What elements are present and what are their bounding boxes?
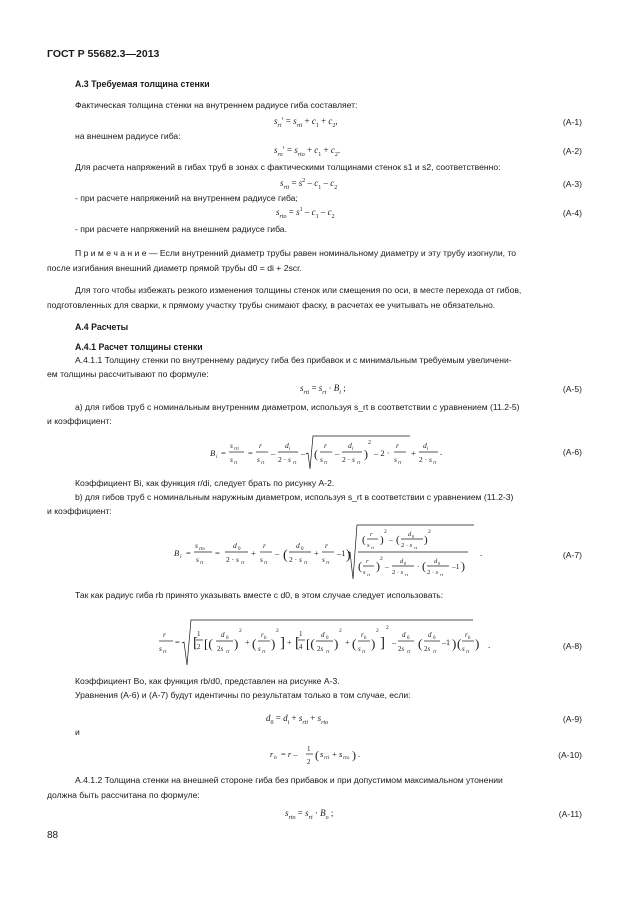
svg-text:r: r <box>263 541 266 550</box>
equation-number: (А-6) <box>562 447 582 457</box>
svg-text:2: 2 <box>376 628 379 634</box>
svg-text:d: d <box>428 631 432 639</box>
svg-text:=: = <box>221 448 226 458</box>
svg-text:0: 0 <box>407 636 410 641</box>
svg-text:s: s <box>159 644 162 653</box>
svg-text:s: s <box>257 455 260 464</box>
svg-text:–: – <box>335 448 340 458</box>
svg-text:+: + <box>332 749 337 759</box>
equation-number: (А-1) <box>562 117 582 127</box>
equation-number: (А-8) <box>562 641 582 651</box>
svg-text:): ) <box>376 559 380 573</box>
svg-text:s: s <box>230 455 233 464</box>
svg-text:(: ( <box>422 559 426 573</box>
svg-text:2: 2 <box>380 556 383 562</box>
svg-text:B: B <box>210 448 216 458</box>
equation-dot: . <box>488 640 491 650</box>
svg-text:0: 0 <box>433 636 436 641</box>
svg-text:s: s <box>260 555 263 564</box>
svg-text:): ) <box>334 636 339 651</box>
svg-text:s: s <box>363 569 366 576</box>
svg-text:s: s <box>320 455 323 464</box>
svg-text:(: ( <box>352 636 357 651</box>
svg-text:– 2 ·: – 2 · <box>374 448 390 458</box>
svg-text:4: 4 <box>299 643 303 651</box>
equation-number: (А-10) <box>558 750 582 760</box>
svg-text:rt: rt <box>326 650 330 655</box>
svg-text:+: + <box>345 638 350 647</box>
section-a3-title: А.3 Требуемая толщина стенки <box>75 79 210 89</box>
paragraph: на внешнем радиусе гиба: <box>75 131 181 141</box>
svg-text:b: b <box>264 636 267 641</box>
svg-text:+: + <box>245 638 250 647</box>
svg-text:s: s <box>367 542 370 549</box>
svg-text:d: d <box>285 441 289 450</box>
svg-text:): ) <box>346 548 351 563</box>
svg-text:d: d <box>321 631 325 639</box>
svg-text:+: + <box>251 548 256 558</box>
svg-text:2 · s: 2 · s <box>342 455 355 464</box>
subsection-title: А.4.1 Расчет толщины стенки <box>75 342 203 352</box>
svg-text:rt: rt <box>398 461 402 466</box>
svg-text:+: + <box>411 448 416 458</box>
svg-text:rt: rt <box>324 461 328 466</box>
paragraph: Уравнения (А-6) и (А-7) будут идентичны по результатам только в том случае, если: <box>75 690 411 700</box>
svg-text:–: – <box>301 448 306 458</box>
svg-text:1: 1 <box>299 630 303 638</box>
svg-text:i: i <box>289 447 291 452</box>
svg-text:= r –: = r – <box>281 749 298 759</box>
svg-text:s: s <box>358 645 361 653</box>
svg-text:rt: rt <box>433 650 437 655</box>
svg-text:rto: rto <box>343 755 350 761</box>
equation-a4: $s_{rto} = s^1 - c_1 - c_2$ <box>276 207 335 220</box>
equation-dot: . <box>440 447 443 457</box>
svg-text:1: 1 <box>197 630 201 638</box>
paragraph: подготовленных для сварки, к прямому участку трубы снимают фаску, в расчетах ее учитывать не обязательно. <box>47 300 496 310</box>
svg-text:s: s <box>230 441 233 450</box>
svg-text:r: r <box>325 541 328 550</box>
svg-text:): ) <box>424 534 428 546</box>
svg-text:rt: rt <box>414 545 418 550</box>
svg-text:0: 0 <box>404 561 407 566</box>
svg-text:[: [ <box>295 635 300 651</box>
svg-text:d: d <box>402 631 406 639</box>
svg-text:r: r <box>396 441 399 450</box>
paragraph: b) для гибов труб с номинальным наружным диаметром, используя s_rt в соответствии с уравнением (11.2-3) <box>75 492 514 502</box>
svg-text:): ) <box>461 559 465 573</box>
svg-text:r: r <box>163 630 166 639</box>
svg-text:): ) <box>380 534 384 546</box>
svg-text:rt: rt <box>405 572 409 577</box>
svg-text:2 · s: 2 · s <box>278 455 291 464</box>
svg-text:s: s <box>196 555 199 564</box>
svg-text:rt: rt <box>200 561 204 566</box>
equation-number: (А-11) <box>558 809 582 819</box>
svg-text:=: = <box>215 548 220 558</box>
svg-text:–: – <box>385 562 389 571</box>
paragraph: Так как радиус гиба rb принято указывать вместе с d0, в этом случае следует использовать: <box>75 590 444 600</box>
paragraph: А.4.1.1 Толщину стенки по внутреннему радиусу гиба без прибавок и с минимальным требуемым увеличени- <box>75 355 512 365</box>
section-a4-title: А.4 Расчеты <box>75 322 129 332</box>
svg-text:2: 2 <box>307 758 311 766</box>
paragraph: а) для гибов труб с номинальным внутренним диаметром, используя s_rt в соответствии с уравнением (11.2-5) <box>75 402 520 412</box>
svg-text:rt: rt <box>226 650 230 655</box>
svg-text:2 · s: 2 · s <box>289 555 302 564</box>
svg-text:2: 2 <box>197 643 201 651</box>
svg-text:rt: rt <box>241 561 245 566</box>
svg-text:=: = <box>248 448 253 458</box>
svg-text:–: – <box>271 448 276 458</box>
svg-text:): ) <box>271 636 276 651</box>
equation-a11: $s_{rto} = s_{rt} \cdot B_o$ ; <box>285 808 334 821</box>
svg-text:–: – <box>389 535 393 544</box>
svg-text:rt: rt <box>407 650 411 655</box>
paragraph: Фактическая толщина стенки на внутреннем радиусе гиба составляет: <box>75 100 358 110</box>
equation-number: (А-2) <box>562 146 582 156</box>
svg-text:.: . <box>358 749 361 759</box>
svg-text:): ) <box>352 748 356 762</box>
svg-text:2: 2 <box>368 440 371 446</box>
svg-text:(: ( <box>315 748 319 762</box>
svg-text:B: B <box>174 548 180 558</box>
svg-text:i: i <box>427 447 429 452</box>
svg-text:rti: rti <box>234 447 239 452</box>
svg-text:i: i <box>180 554 182 560</box>
equation-a3: $s_{rti} = s^2 - c_1 - c_2$ <box>280 178 338 191</box>
svg-text:]: ] <box>280 635 285 651</box>
svg-text:2 · s: 2 · s <box>401 542 413 549</box>
page-header: ГОСТ Р 55682.3—2013 <box>47 48 160 60</box>
svg-text:(: ( <box>396 534 400 546</box>
equation-a2: $s_{ro}' = s_{rto} + c_1 + c_2$. <box>274 145 341 158</box>
svg-text:rt: rt <box>357 461 361 466</box>
svg-text:+: + <box>314 548 319 558</box>
svg-text:r: r <box>259 441 262 450</box>
svg-text:=: = <box>186 548 191 558</box>
svg-text:d: d <box>423 441 427 450</box>
svg-text:r: r <box>366 558 369 565</box>
svg-text:(: ( <box>358 559 362 573</box>
svg-text:0: 0 <box>226 636 229 641</box>
svg-text:2s: 2s <box>217 645 224 653</box>
svg-text:rt: rt <box>433 461 437 466</box>
svg-text:d: d <box>434 558 438 565</box>
equation-a9: $d_0 = d_i + s_{rti} + s_{rto}$ <box>266 713 329 726</box>
svg-text:i: i <box>352 447 354 452</box>
paragraph: - при расчете напряжений на внешнем радиусе гиба. <box>75 224 287 234</box>
svg-text:+: + <box>287 638 292 647</box>
equation-number: (А-4) <box>562 208 582 218</box>
svg-text:(: ( <box>252 636 257 651</box>
svg-text:2 · s: 2 · s <box>427 569 439 576</box>
svg-text:s: s <box>462 645 465 653</box>
svg-text:rt: rt <box>466 650 470 655</box>
svg-text:): ) <box>371 636 376 651</box>
equation-a1: $s_{ri}' = s_{rti} + c_1 + c_2$, <box>274 116 338 129</box>
paragraph: и коэффициент: <box>47 416 112 426</box>
svg-text:rt: rt <box>262 650 266 655</box>
svg-text:d: d <box>233 541 237 550</box>
paragraph: должна быть рассчитана по формуле: <box>47 790 200 800</box>
svg-text:2: 2 <box>386 625 389 631</box>
svg-text:1: 1 <box>307 745 311 753</box>
svg-text:d: d <box>221 631 225 639</box>
paragraph: Коэффициент Bi, как функция r/di, следует брать по рисунку А-2. <box>75 478 335 488</box>
svg-text:b: b <box>274 755 277 761</box>
svg-text:): ) <box>234 636 239 651</box>
svg-text:[: [ <box>193 635 198 651</box>
note: П р и м е ч а н и е — Если внутренний диаметр трубы равен номинальному диаметру и эту трубу изогнули, то <box>75 248 517 258</box>
equation-number: (А-3) <box>562 179 582 189</box>
svg-text:s: s <box>258 645 261 653</box>
svg-text:s: s <box>195 541 198 550</box>
svg-text:r: r <box>361 631 364 639</box>
svg-text:d: d <box>408 531 412 538</box>
svg-text:b: b <box>364 636 367 641</box>
svg-text:·: · <box>417 562 420 571</box>
svg-text:–1: –1 <box>337 548 346 558</box>
svg-text:2: 2 <box>276 628 279 634</box>
svg-text:(: ( <box>283 548 288 563</box>
svg-text:r: r <box>324 441 327 450</box>
svg-text:d: d <box>400 558 404 565</box>
svg-text:0: 0 <box>412 534 415 539</box>
equation-number: (А-9) <box>562 714 582 724</box>
paragraph: Для того чтобы избежать резкого изменения толщины стенок или смещения по оси, в месте перехода от гибов, <box>75 285 522 295</box>
svg-text:rt: rt <box>261 461 265 466</box>
svg-text:rt: rt <box>440 572 444 577</box>
note: после изгибания внешний диаметр прямой трубы d0 = di + 2scr. <box>47 263 302 273</box>
equation-a5: $s_{rti} = s_{rt} \cdot B_i$ ; <box>300 383 346 396</box>
svg-text:]: ] <box>380 635 385 651</box>
svg-text:–1: –1 <box>442 638 450 647</box>
svg-text:2s: 2s <box>398 645 405 653</box>
svg-text:): ) <box>475 636 480 651</box>
svg-text:2s: 2s <box>317 645 324 653</box>
svg-text:2 · s: 2 · s <box>392 569 404 576</box>
svg-text:rt: rt <box>371 545 375 550</box>
svg-text:2: 2 <box>339 628 342 634</box>
svg-text:rt: rt <box>293 461 297 466</box>
svg-text:r: r <box>465 631 468 639</box>
paragraph: ем толщины рассчитывают по формуле: <box>47 369 209 379</box>
paragraph: А.4.1.2 Толщина стенки на внешней стороне гиба без прибавок и при допустимом максимальном утонении <box>75 775 503 785</box>
svg-text:rt: rt <box>367 572 371 577</box>
paragraph: Для расчета напряжений в гибах труб в зонах с фактическими толщинами стенок s1 и s2, соответственно: <box>75 162 501 172</box>
svg-text:i: i <box>216 454 218 460</box>
page-number: 88 <box>47 830 59 841</box>
svg-text:rt: rt <box>304 561 308 566</box>
svg-text:s: s <box>322 555 325 564</box>
svg-text:r: r <box>261 631 264 639</box>
svg-text:d: d <box>348 441 352 450</box>
svg-text:d: d <box>296 541 300 550</box>
svg-text:rti: rti <box>324 755 330 761</box>
svg-text:[(: [( <box>204 636 213 651</box>
svg-text:s: s <box>394 455 397 464</box>
svg-text:0: 0 <box>438 561 441 566</box>
svg-text:=: = <box>175 637 180 647</box>
equation-number: (А-5) <box>562 384 582 394</box>
svg-text:–: – <box>275 548 280 558</box>
svg-text:): ) <box>364 447 368 461</box>
svg-text:2: 2 <box>384 529 387 535</box>
equation-a7 <box>170 522 483 582</box>
svg-text:r: r <box>370 531 373 538</box>
paragraph: и коэффициент: <box>47 506 112 516</box>
equation-a10 <box>268 740 378 770</box>
svg-text:(: ( <box>457 636 462 651</box>
equation-a6 <box>200 432 443 472</box>
svg-text:rt: rt <box>362 650 366 655</box>
svg-text:r: r <box>270 749 274 759</box>
svg-text:rto: rto <box>199 547 205 552</box>
svg-text:b: b <box>468 636 471 641</box>
svg-text:rt: rt <box>163 650 167 655</box>
svg-text:(: ( <box>362 534 366 546</box>
svg-text:0: 0 <box>326 636 329 641</box>
conjunction: и <box>75 727 80 737</box>
svg-text:rt: rt <box>234 461 238 466</box>
svg-text:(: ( <box>314 447 318 461</box>
svg-text:2 · s: 2 · s <box>226 555 239 564</box>
svg-text:2: 2 <box>239 628 242 634</box>
svg-text:rt: rt <box>326 561 330 566</box>
paragraph: Коэффициент Bo, как функция rb/d0, представлен на рисунке А-3. <box>75 676 340 686</box>
svg-text:0: 0 <box>301 547 304 552</box>
svg-text:rt: rt <box>264 561 268 566</box>
svg-text:2s: 2s <box>424 645 431 653</box>
svg-text:2: 2 <box>428 529 431 535</box>
equation-number: (А-7) <box>562 550 582 560</box>
svg-text:–: – <box>392 638 396 647</box>
svg-text:–1: –1 <box>452 562 460 571</box>
svg-text:[(: [( <box>306 636 315 651</box>
svg-text:2 · s: 2 · s <box>419 455 432 464</box>
equation-a8 <box>155 615 485 671</box>
svg-text:0: 0 <box>238 547 241 552</box>
svg-text:s: s <box>339 749 343 759</box>
svg-text:(: ( <box>418 636 423 651</box>
svg-text:): ) <box>452 636 457 651</box>
equation-dot: . <box>480 548 483 558</box>
svg-text:s: s <box>320 749 324 759</box>
paragraph: - при расчете напряжений на внутреннем радиусе гиба; <box>75 193 298 203</box>
